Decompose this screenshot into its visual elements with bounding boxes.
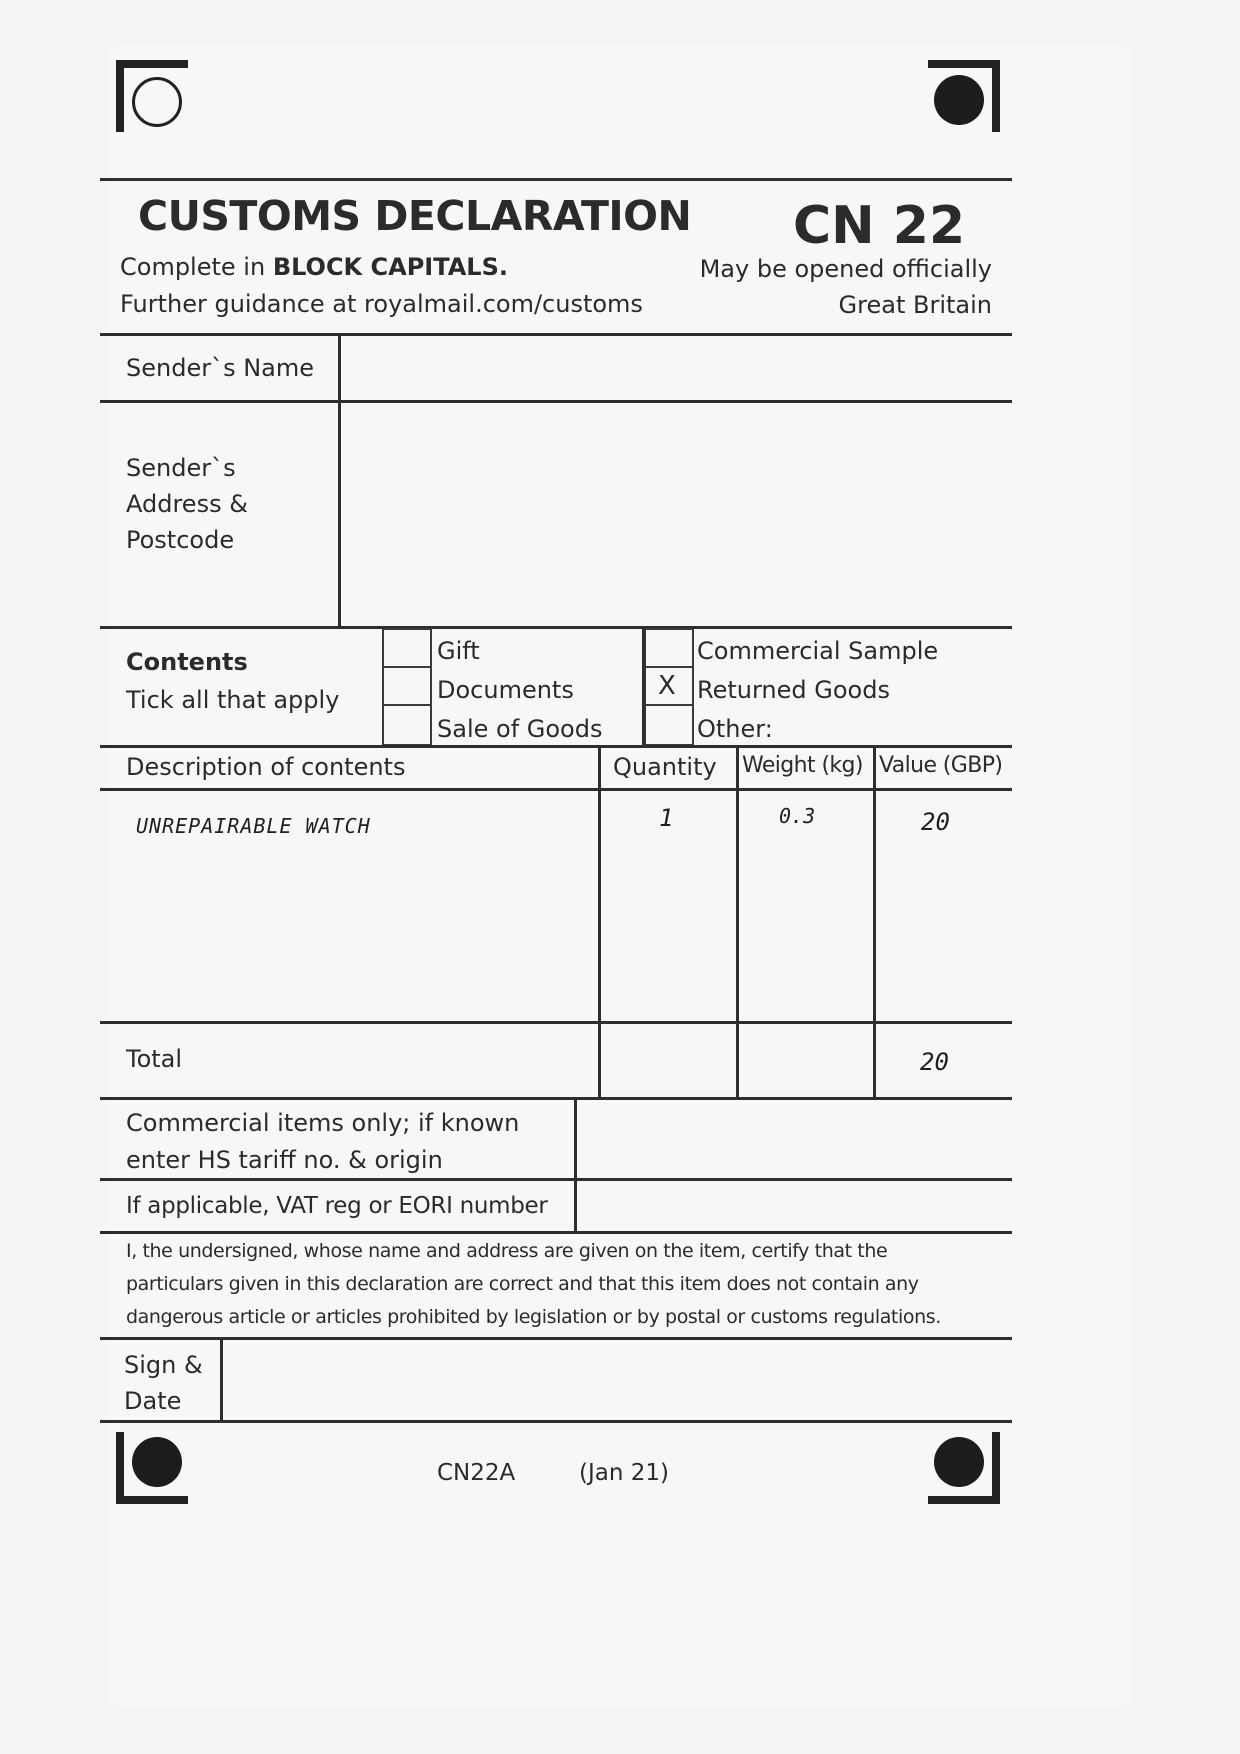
sender-name-field[interactable] [342,336,1010,400]
hs-tariff-label: enter HS tariff no. & origin [126,1146,443,1174]
other-checkbox[interactable] [644,704,694,746]
registration-dot-icon [132,1437,182,1487]
divider [598,746,601,1098]
returned-goods-mark: X [658,671,676,701]
commercial-sample-label: Commercial Sample [697,637,939,665]
other-label: Other: [697,715,773,743]
sender-address-label: Sender`s [126,454,236,482]
gift-label: Gift [437,637,480,665]
instruction-text: Complete in BLOCK CAPITALS. [120,253,508,281]
divider [220,1339,223,1421]
contents-heading: Contents [126,648,248,676]
form-code: CN 22 [793,196,966,256]
value-header: Value (GBP) [879,753,1003,778]
quantity-header: Quantity [613,753,717,781]
divider [574,1099,577,1233]
registration-circle-icon [132,77,182,127]
commercial-sample-checkbox[interactable] [644,628,694,668]
description-header: Description of contents [126,753,406,781]
divider [736,746,739,1098]
sender-address-label: Address & [126,490,248,518]
item-weight[interactable]: 0.3 [779,804,816,828]
item-description[interactable]: UNREPAIRABLE WATCH [136,814,371,838]
documents-label: Documents [437,676,574,704]
total-label: Total [126,1045,183,1073]
returned-goods-label: Returned Goods [697,676,890,704]
form-title: CUSTOMS DECLARATION [138,192,692,240]
vat-label: If applicable, VAT reg or EORI number [126,1193,548,1219]
guidance-text: Further guidance at royalmail.com/customs [120,290,643,318]
divider [100,626,1012,629]
form-reference: CN22A [437,1460,516,1486]
documents-checkbox[interactable] [382,666,432,706]
country-label: Great Britain [838,291,992,319]
weight-header: Weight (kg) [742,753,863,778]
sale-of-goods-label: Sale of Goods [437,715,603,743]
registration-dot-icon [934,1437,984,1487]
divider [100,1021,1012,1024]
form-edition: (Jan 21) [579,1460,669,1486]
hs-tariff-field[interactable] [578,1100,1010,1178]
total-value[interactable]: 20 [920,1048,949,1076]
declaration-text: dangerous article or articles prohibited by legislation or by postal or customs regulations. [126,1306,941,1328]
gift-checkbox[interactable] [382,628,432,668]
divider [100,178,1012,181]
contents-subheading: Tick all that apply [126,686,340,714]
declaration-text: I, the undersigned, whose name and address are given on the item, certify that the [126,1240,888,1262]
divider [642,628,645,746]
sign-date-label: Date [124,1387,182,1415]
item-value[interactable]: 20 [921,808,950,836]
divider [100,1231,1012,1234]
sender-address-label: Postcode [126,526,235,554]
sender-address-field[interactable] [342,403,1010,625]
vat-field[interactable] [578,1181,1010,1231]
divider [100,1420,1012,1423]
sign-date-label: Sign & [124,1351,203,1379]
signature-field[interactable] [224,1340,1010,1420]
sender-name-label: Sender`s Name [126,354,315,382]
item-quantity[interactable]: 1 [659,804,674,832]
divider [338,335,341,627]
registration-dot-icon [934,75,984,125]
opened-note: May be opened officially [699,255,992,283]
hs-tariff-label: Commercial items only; if known [126,1109,520,1137]
divider [873,746,876,1098]
sale-of-goods-checkbox[interactable] [382,704,432,746]
declaration-text: particulars given in this declaration are correct and that this item does not contain any [126,1273,919,1295]
